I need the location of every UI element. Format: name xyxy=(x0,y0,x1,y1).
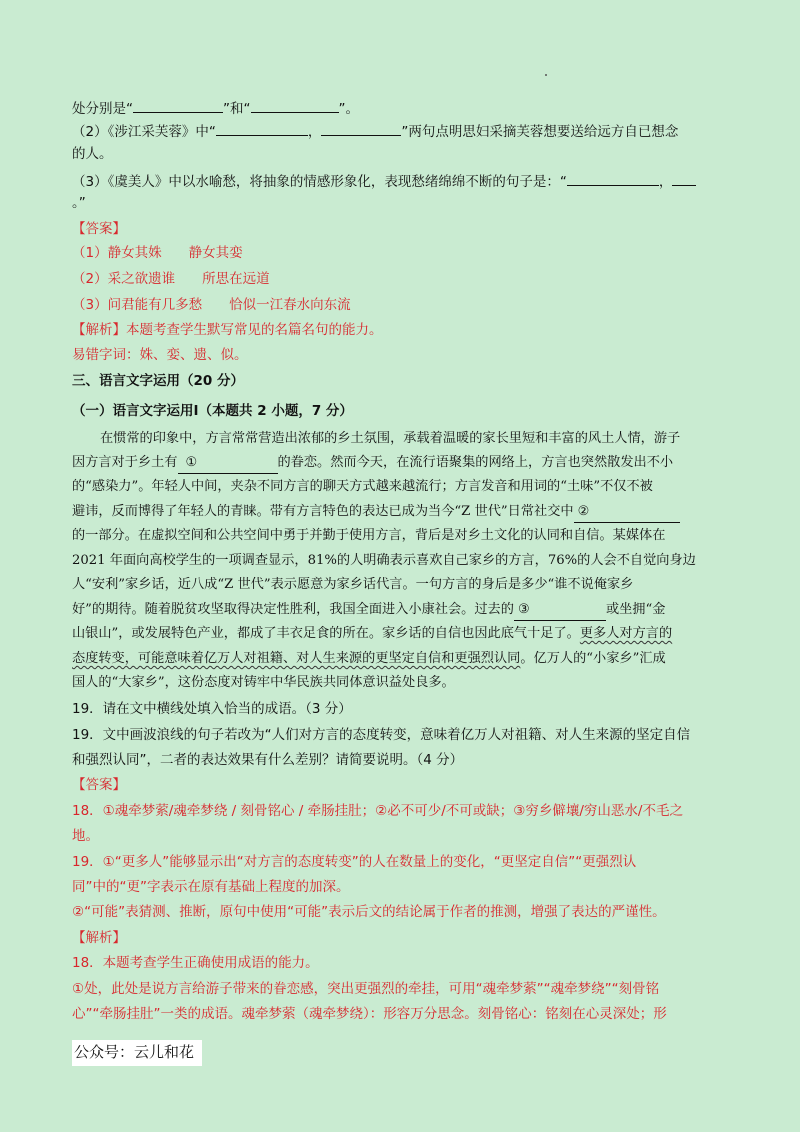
text: 避讳，反而博得了年轻人的青睐。带有方言特色的表达已成为当今“Z 世代”日常社交中 xyxy=(72,504,574,519)
answer-blank xyxy=(251,98,339,113)
passage-line: 的一部分。在虚拟空间和公共空间中勇于并勤于使用方言，背后是对乡土文化的认同和自信。某媒体在 xyxy=(72,528,666,543)
blank-1 xyxy=(178,453,278,474)
analysis-line: ①处，此处是说方言给游子带来的眷恋感，突出更强烈的牵挂，可用“魂牵梦萦”“魂牵梦绕”“刻骨铭 xyxy=(72,981,660,997)
answer-line: （2）采之欲遗谁 所思在远道 xyxy=(72,271,270,287)
wavy-underlined-sentence: 态度转变，可能意味着亿万人对祖籍、对人生来源的更坚定自信和更强烈认同 xyxy=(72,651,521,666)
answer-blank xyxy=(216,121,308,136)
fill-in-line-1 xyxy=(72,98,728,119)
passage-line: 人“安利”家乡话，近八成“Z 世代”表示愿意为家乡话代言。一句方言的身后是多少“谁不说俺家乡 xyxy=(72,577,634,592)
footer-watermark: 公众号：云儿和花 xyxy=(72,1040,202,1066)
answer-heading: 【答案】 xyxy=(72,777,126,793)
text: ， xyxy=(658,174,673,190)
text: ”。 xyxy=(338,101,359,117)
passage-line xyxy=(72,600,728,621)
scan-dot xyxy=(545,74,547,76)
passage-line xyxy=(72,453,728,474)
text: ”两句点明思妇采摘芙蓉想要送给远方自已想念 xyxy=(401,124,679,140)
passage-line: 的“感染力”。年轻人中间，夹杂不同方言的聊天方式越来越流行；方言发音和用词的“土味”不仅不被 xyxy=(72,479,653,494)
answer-blank xyxy=(133,98,223,113)
passage-line: 2021 年面向高校学生的一项调查显示，81%的人明确表示喜欢自己家乡的方言，76%的人会不自觉向身边 xyxy=(72,553,696,568)
text: ， xyxy=(307,124,322,140)
question-line: 和强烈认同”，二者的表达效果有什么差别？请简要说明。（4 分） xyxy=(72,752,464,768)
answer-blank xyxy=(672,171,696,186)
wavy-underlined-sentence: 更多人对方言的 xyxy=(579,626,673,641)
subsection-heading: （一）语言文字运用Ⅰ（本题共 2 小题，7 分） xyxy=(72,403,353,419)
answer-line: 同”中的“更”字表示在原有基础上程度的加深。 xyxy=(72,879,350,895)
passage-line xyxy=(72,502,728,523)
answer-line: 地。 xyxy=(72,828,99,844)
section-heading: 三、语言文字运用（20 分） xyxy=(72,373,244,389)
answer-line: 18．①魂牵梦萦/魂牵梦绕 / 刻骨铭心 / 牵肠挂肚；②必不可少/不可或缺；③穷乡僻壤/穷山恶水/不毛之 xyxy=(72,803,683,819)
blank-marker: ① xyxy=(185,455,198,470)
text: 因方言对于乡土有 xyxy=(72,455,178,470)
fill-in-line-2 xyxy=(72,121,728,142)
text: 处分别是“ xyxy=(72,101,133,117)
analysis-line: 【解析】本题考查学生默写常见的名篇名句的能力。 xyxy=(72,322,383,338)
passage-line: 在惯常的印象中，方言常常营造出浓郁的乡土氛围，承载着温暖的家长里短和丰富的风土人情，游子 xyxy=(100,431,681,446)
answer-line: ②“可能”表猜测、推断，原句中使用“可能”表示后文的结论属于作者的推测，增强了表达的严谨性。 xyxy=(72,904,666,920)
blank-2 xyxy=(574,502,680,523)
question-line: 19．文中画波浪线的句子若改为“人们对方言的态度转变，意味着亿万人对祖籍、对人生来源的坚定自信 xyxy=(72,727,691,743)
analysis-heading: 【解析】 xyxy=(72,930,126,946)
answer-blank xyxy=(567,171,659,186)
analysis-line: 易错字词：姝、娈、遗、似。 xyxy=(72,347,248,363)
analysis-line: 心”“牵肠挂肚”一类的成语。魂牵梦萦（魂牵梦绕）：形容万分思念。刻骨铭心：铭刻在心灵深处；形 xyxy=(72,1006,667,1022)
analysis-line: 18．本题考查学生正确使用成语的能力。 xyxy=(72,955,319,971)
text: （3）《虞美人》中以水喻愁，将抽象的情感形象化，表现愁绪绵绵不断的句子是：“ xyxy=(72,174,567,190)
fill-in-line-3 xyxy=(72,171,728,192)
text: 山银山”，或发展特色产业，都成了丰衣足食的所在。家乡话的自信也因此底气十足了。 xyxy=(72,626,580,641)
text: ”和“ xyxy=(223,101,251,117)
blank-marker: ② xyxy=(577,504,590,519)
answer-line: 19．①“更多人”能够显示出“对方言的态度转变”的人在数量上的变化，“更坚定自信”“更强烈认 xyxy=(72,854,637,870)
passage-line: 国人的“大家乡”，这份态度对铸牢中华民族共同体意识益处良多。 xyxy=(72,675,455,690)
question-19: 19．请在文中横线处填入恰当的成语。（3 分） xyxy=(72,701,352,717)
answer-line: （1）静女其姝 静女其娈 xyxy=(72,245,243,261)
blank-3 xyxy=(514,600,606,621)
text: 。亿万人的“小家乡”汇成 xyxy=(520,651,666,666)
text: （2）《涉江采芙蓉》中“ xyxy=(72,124,216,140)
text: 或坐拥“金 xyxy=(605,602,666,617)
text-line: 的人。 xyxy=(72,146,113,162)
text: 的眷恋。然而今天，在流行语聚集的网络上，方言也突然散发出不小 xyxy=(277,455,674,470)
text-line: 。” xyxy=(72,195,86,211)
answer-blank xyxy=(321,121,401,136)
answer-line: （3）问君能有几多愁 恰似一江春水向东流 xyxy=(72,297,351,313)
answer-heading: 【答案】 xyxy=(72,221,126,237)
text: 好”的期待。随着脱贫攻坚取得决定性胜利，我国全面进入小康社会。过去的 xyxy=(72,602,514,617)
passage-line xyxy=(72,649,728,669)
blank-marker: ③ xyxy=(517,602,530,617)
passage-line xyxy=(72,624,728,644)
